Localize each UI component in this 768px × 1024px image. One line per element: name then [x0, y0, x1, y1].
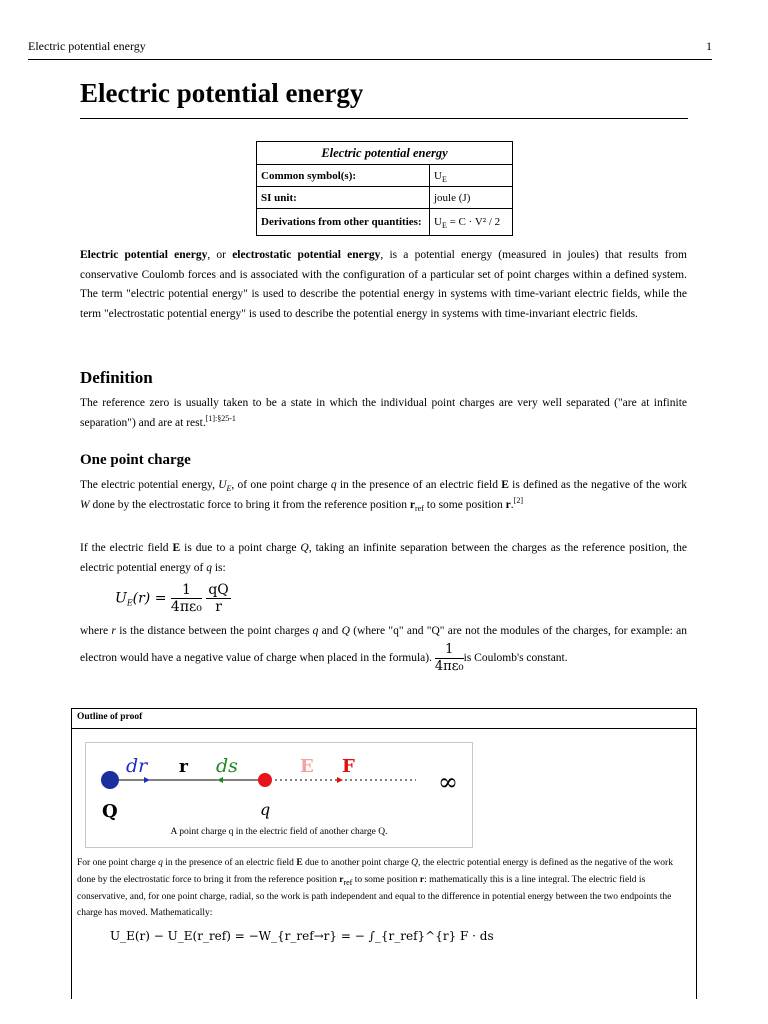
label-ds: ds — [216, 755, 238, 777]
line-integral-equation: U_E(r) − U_E(r_ref) = −W_{r_ref→r} = − ∫_{r_ref}^{r} F · ds — [110, 929, 494, 943]
section-heading-definition: Definition — [80, 368, 153, 387]
infobox-value: $U_E$ — [430, 165, 513, 187]
label-r: r — [179, 757, 188, 777]
bold-term: Electric potential energy — [80, 249, 208, 261]
intro-paragraph: Electric potential energy, or electrostatic potential energy, is a potential energy (measured in joules) that results from conservative Coulomb forces and is associated with the configuration of a particular set of point charges within a defined system. The term "electric potential energy" is used to describe the potential energy in systems with time-variant electric fields, while the term "electrostatic potential energy" is used to describe the potential energy in systems with time-invariant electric fields. — [80, 249, 687, 320]
article-title: Electric potential energy — [80, 78, 364, 108]
charge-q-dot — [258, 773, 272, 787]
citation-link[interactable]: [2] — [513, 495, 523, 505]
infobox-value: $U_E = C \cdot V^2 / 2$ — [430, 209, 513, 236]
label-Q: Q — [102, 801, 118, 822]
title-divider — [80, 118, 688, 119]
F-arrowhead — [337, 777, 343, 783]
label-F: F — [342, 756, 355, 777]
label-dr: dr — [126, 755, 148, 777]
infobox-label: SI unit: — [257, 187, 430, 209]
infobox-label: Common symbol(s): — [257, 165, 430, 187]
one-point-paragraph-2: If the electric field E is due to a point charge Q, taking an infinite separation between the charges as the reference position, the electric potential energy of q is: — [80, 542, 687, 574]
label-q: q — [260, 800, 271, 819]
section-heading-one-point-charge: One point charge — [80, 452, 191, 468]
potential-energy-formula: $U_E(r)$ = $\frac{1}{\text{4πε₀}}$ $\frac{qQ}{r}$ — [115, 582, 229, 615]
infobox-value: joule (J) — [430, 187, 513, 209]
running-header-title: Electric potential energy — [28, 39, 146, 53]
infobox-caption: Electric potential energy — [257, 142, 513, 165]
page-number: 1 — [706, 39, 712, 53]
one-point-paragraph-1: The electric potential energy, $U_E$, of one point charge q in the presence of an electric field E is defined as the negative of the work W done by the electrostatic force to bring it from the reference position $r_{ref}$ to some position r.[2] — [80, 479, 687, 513]
dr-arrowhead — [144, 777, 150, 783]
label-infinity: ∞ — [438, 768, 458, 796]
running-header — [28, 39, 712, 60]
definition-paragraph: The reference zero is usually taken to be a state in which the individual point charges are very well separated ("are at infinite separation") and are at rest.$^{[1]:\S 25-1}$ — [80, 397, 687, 429]
bold-term: electrostatic potential energy — [232, 249, 381, 261]
infobox — [256, 141, 513, 236]
coulomb-fraction: $\frac{1}{\text{4πε₀}}$ — [434, 641, 464, 674]
outline-of-proof-box — [71, 708, 697, 999]
one-point-paragraph-3: where r is the distance between the point charges q and Q (where "q" and "Q" are not the modules of the charges, for example: an electron would have a negative value of charge when placed in the formula). $\frac{1}{\text{4πε₀}}$ is Coulomb's constant. — [80, 625, 688, 674]
infobox-label: Derivations from other quantities: — [257, 209, 430, 236]
label-E: E — [300, 756, 314, 777]
charge-diagram — [86, 743, 472, 827]
proof-paragraph: For one point charge q in the presence of an electric field E due to another point charge Q, the electric potential energy is defined as the negative of the work done by the electrostatic force to bring it from the reference position $r_{ref}$ to some position r: mathematically this is a line integral. The electric field is conservative, and, for one point charge, radial, so the work is path independent and equal to the difference in potential energy between the two endpoints the charge has moved. Mathematically: — [77, 858, 673, 919]
ds-arrowhead — [217, 777, 223, 783]
point-charge-figure — [85, 742, 473, 848]
citation-link[interactable]: [1]:§25-1 — [205, 413, 236, 423]
figure-caption: A point charge q in the electric field of another charge Q. — [170, 827, 388, 837]
proof-header[interactable]: Outline of proof — [72, 709, 696, 729]
charge-Q-dot — [101, 771, 119, 789]
